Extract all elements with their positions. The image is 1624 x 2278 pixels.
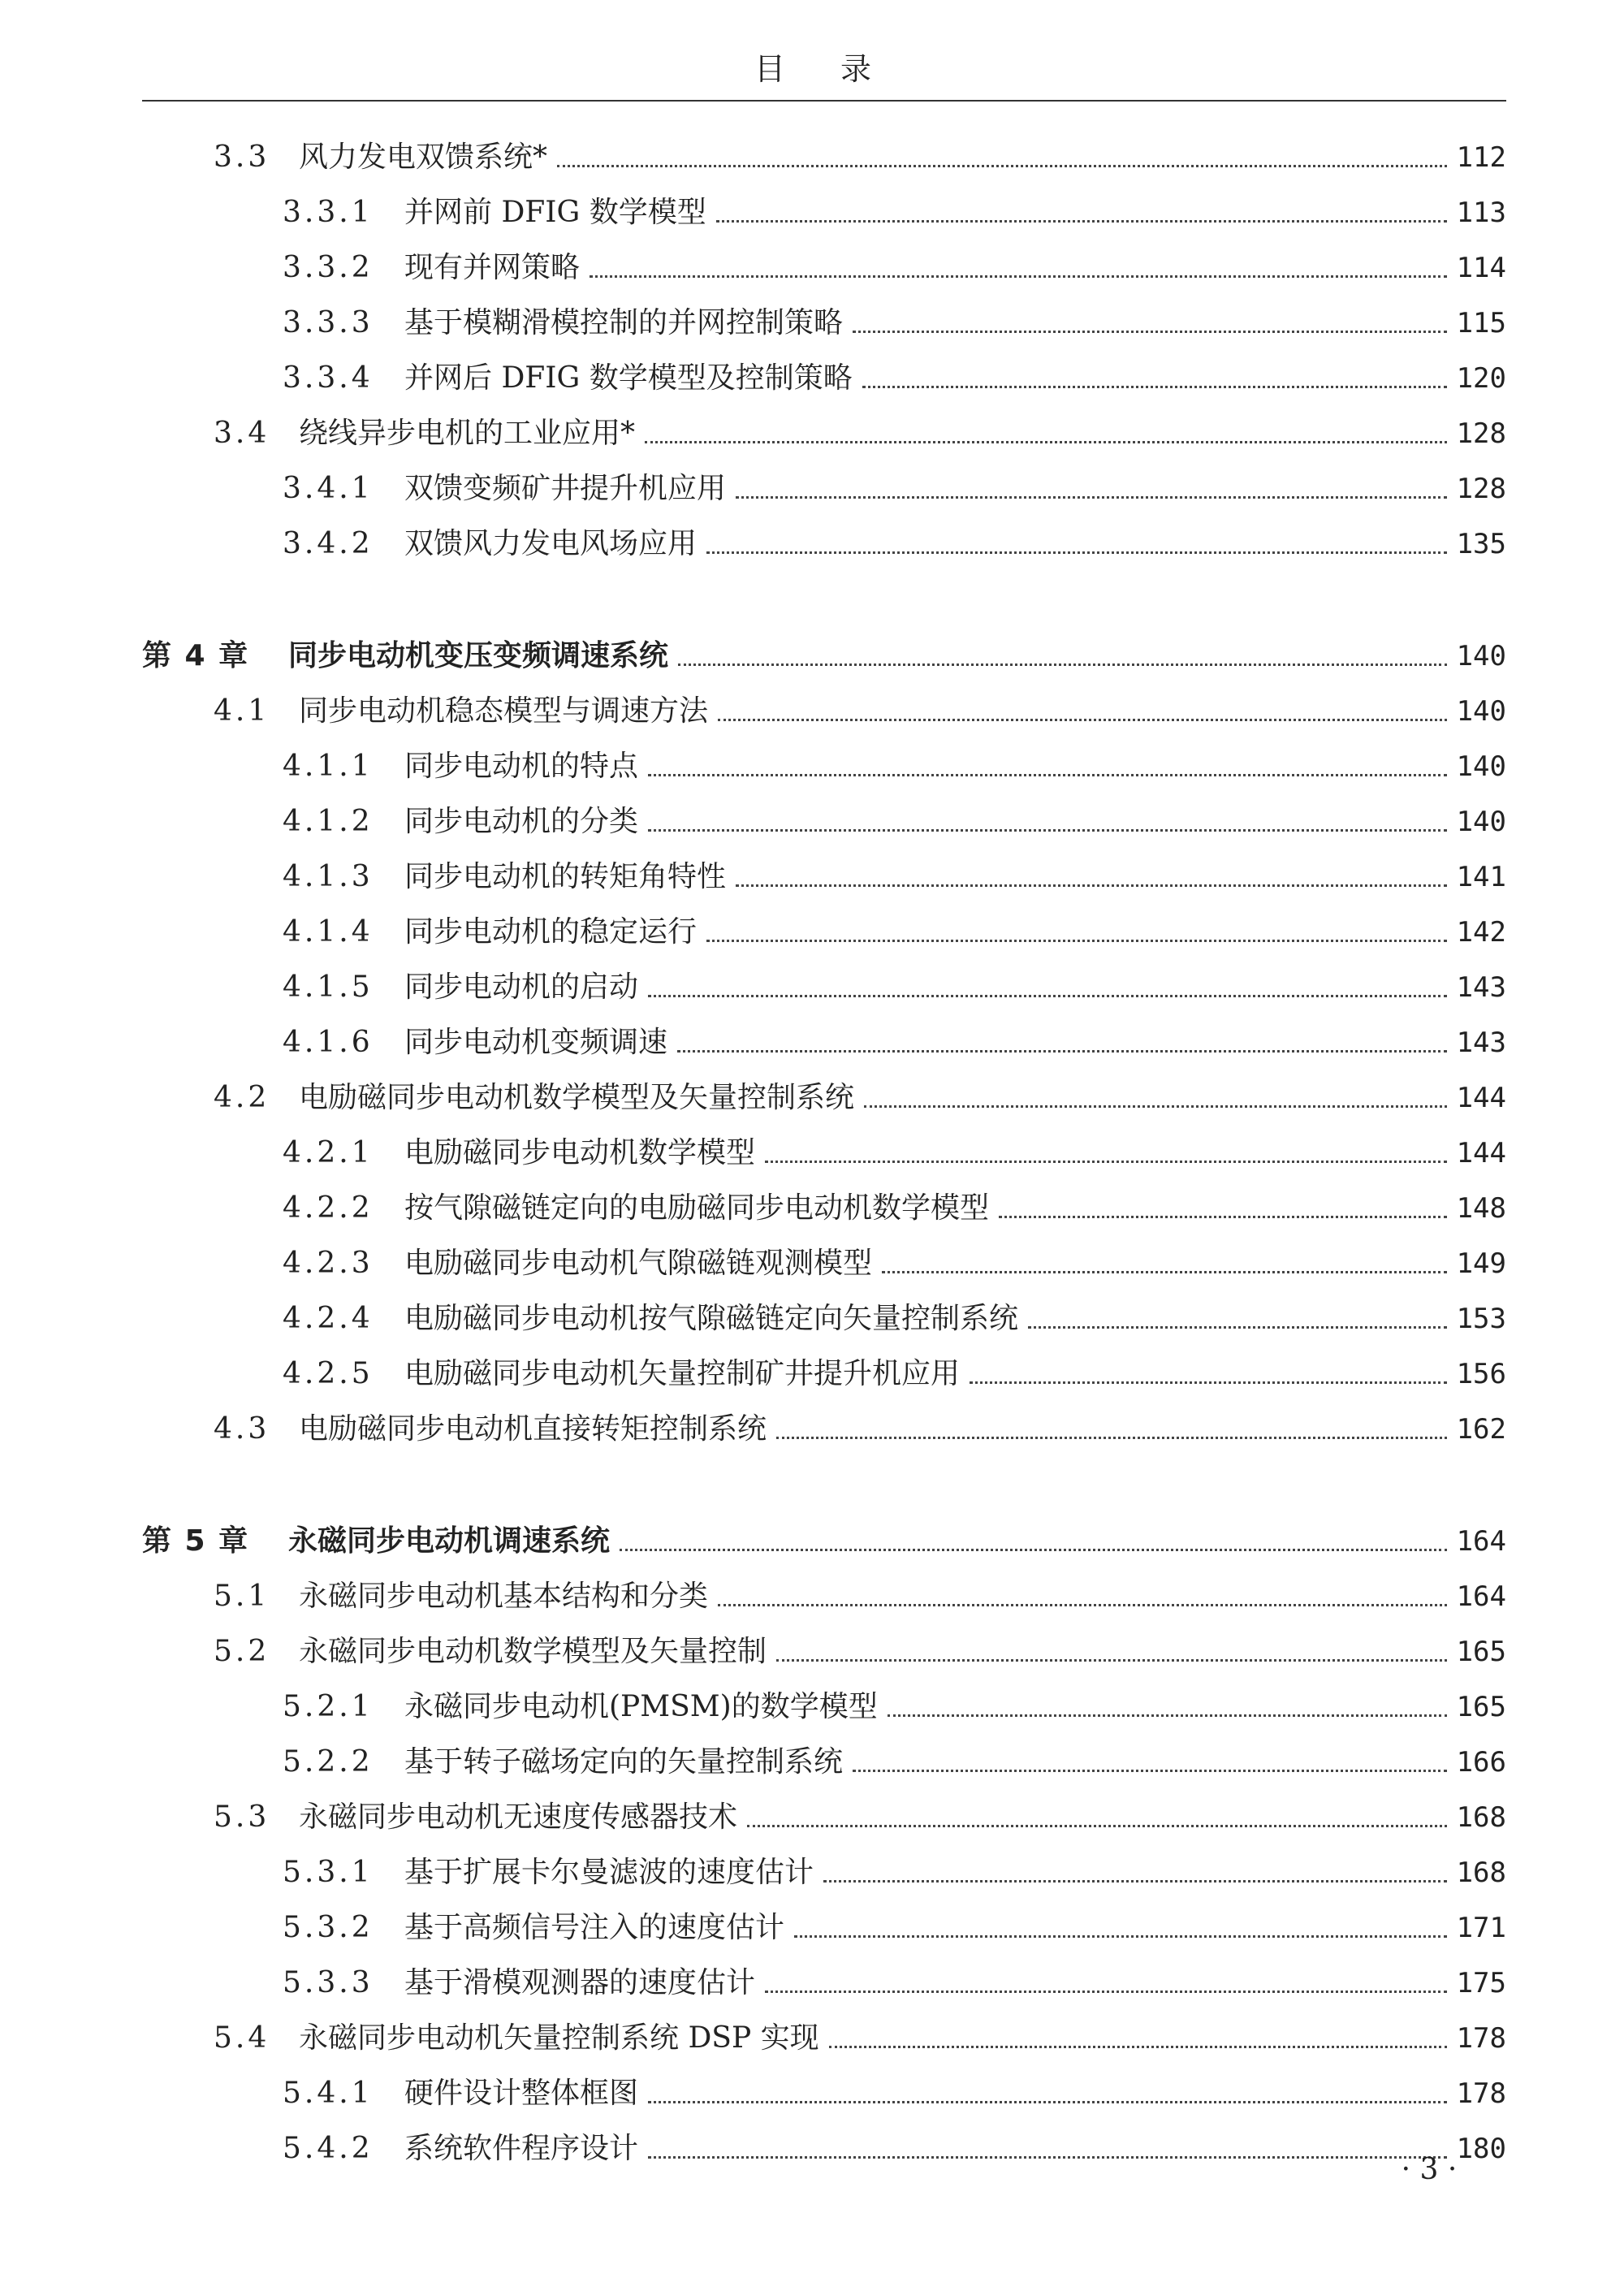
toc-entry-title: 同步电动机的稳定运行 [404, 915, 698, 949]
toc-chapter-entry[interactable] [142, 1519, 1506, 1564]
toc-entry[interactable] [283, 1296, 1506, 1342]
toc-entry-number: 5.2 [214, 1635, 270, 1668]
toc-entry-number: 3.3.4 [283, 361, 374, 395]
toc-entry-page: 142 [1456, 916, 1506, 949]
toc-entry-page: 166 [1456, 1746, 1506, 1779]
toc-entry-title: 电励磁同步电动机按气隙磁链定向矢量控制系统 [404, 1302, 1019, 1335]
toc-leader-dots [853, 331, 1447, 333]
toc-leader-dots [648, 829, 1447, 832]
toc-leader-dots [706, 551, 1447, 554]
toc-entry[interactable] [214, 135, 1506, 180]
toc-leader-dots [678, 664, 1447, 666]
toc-entry[interactable] [283, 521, 1506, 567]
toc-entry-title: 并网后 DFIG 数学模型及控制策略 [404, 361, 853, 395]
toc-entry-page: 153 [1456, 1303, 1506, 1335]
toc-entry[interactable] [283, 1905, 1506, 1951]
toc-entry-title: 基于高频信号注入的速度估计 [404, 1911, 785, 1944]
toc-entry-number: 3.4.1 [283, 472, 374, 505]
toc-entry-page: 164 [1456, 1525, 1506, 1558]
toc-entry-page: 178 [1456, 2022, 1506, 2055]
toc-entry-title: 永磁同步电动机数学模型及矢量控制 [299, 1635, 767, 1668]
toc-entry-page: 140 [1456, 640, 1506, 672]
toc-entry-number: 5.3.1 [283, 1856, 374, 1889]
toc-entry-page: 171 [1456, 1912, 1506, 1944]
toc-entry-title: 现有并网策略 [404, 251, 581, 284]
toc-leader-dots [882, 1271, 1447, 1273]
toc-entry-number: 5.2.1 [283, 1690, 374, 1723]
toc-entry[interactable] [283, 854, 1506, 900]
toc-entry-number: 3.4 [214, 417, 270, 450]
toc-entry[interactable] [283, 1740, 1506, 1785]
toc-leader-dots [706, 940, 1447, 942]
toc-entry-number: 5.1 [214, 1580, 270, 1613]
toc-entry-title: 风力发电双馈系统* [299, 140, 548, 174]
toc-entry-page: 162 [1456, 1413, 1506, 1446]
toc-chapter-title: 同步电动机变压变频调速系统 [288, 639, 669, 672]
toc-entry-title: 同步电动机稳态模型与调速方法 [299, 694, 709, 728]
toc-entry-title: 基于扩展卡尔曼滤波的速度估计 [404, 1856, 814, 1889]
toc-entry-title: 绕线异步电机的工业应用* [299, 417, 636, 450]
toc-entry-page: 140 [1456, 750, 1506, 783]
toc-entry-title: 电励磁同步电动机数学模型及矢量控制系统 [299, 1081, 855, 1114]
toc-entry-number: 4.1.1 [283, 750, 374, 783]
toc-entry[interactable] [283, 356, 1506, 401]
toc-entry[interactable] [283, 910, 1506, 955]
toc-leader-dots [736, 884, 1447, 887]
toc-entry-number: 5.3 [214, 1800, 270, 1834]
toc-entry-page: 178 [1456, 2077, 1506, 2110]
toc-entry-page: 156 [1456, 1358, 1506, 1390]
toc-entry-page: 112 [1456, 141, 1506, 174]
toc-entry-title: 基于转子磁场定向的矢量控制系统 [404, 1745, 844, 1779]
toc-entry-title: 同步电动机的转矩角特性 [404, 860, 727, 893]
toc-entry-page: 115 [1456, 307, 1506, 339]
toc-entry-page: 141 [1456, 861, 1506, 893]
toc-entry-title: 电励磁同步电动机气隙磁链观测模型 [404, 1247, 873, 1280]
toc-entry[interactable] [214, 1574, 1506, 1619]
toc-entry-title: 电励磁同步电动机数学模型 [404, 1136, 756, 1169]
toc-entry-number: 4.2.3 [283, 1247, 374, 1280]
toc-entry-title: 双馈风力发电风场应用 [404, 527, 698, 560]
toc-entry[interactable] [283, 965, 1506, 1010]
toc-leader-dots [648, 2156, 1447, 2159]
toc-entry-page: 144 [1456, 1082, 1506, 1114]
toc-entry-number: 3.3.1 [283, 196, 374, 229]
toc-entry[interactable] [283, 1960, 1506, 2006]
toc-leader-dots [999, 1216, 1447, 1218]
toc-entry[interactable] [283, 744, 1506, 789]
header-rule [142, 100, 1506, 102]
toc-entry-title: 基于模糊滑模控制的并网控制策略 [404, 306, 844, 339]
toc-entry-page: 128 [1456, 473, 1506, 505]
toc-leader-dots [765, 1161, 1447, 1163]
toc-entry-number: 4.1 [214, 694, 270, 728]
toc-entry-page: 149 [1456, 1247, 1506, 1280]
toc-leader-dots [677, 1050, 1447, 1053]
toc-entry-number: 4.1.4 [283, 915, 374, 949]
toc-leader-dots [794, 1935, 1447, 1938]
page-header: 目 录 [754, 51, 895, 87]
toc-entry-number: 4.2.4 [283, 1302, 374, 1335]
toc-chapter-entry[interactable] [142, 633, 1506, 679]
toc-entry[interactable] [283, 1351, 1506, 1397]
toc-entry[interactable] [283, 1020, 1506, 1066]
toc-entry-title: 硬件设计整体框图 [404, 2077, 639, 2110]
toc-chapter-number: 第 5 章 [142, 1524, 250, 1558]
toc-entry[interactable] [283, 1241, 1506, 1286]
toc-entry-title: 永磁同步电动机(PMSM)的数学模型 [404, 1690, 878, 1723]
toc-entry-page: 114 [1456, 252, 1506, 284]
toc-leader-dots [645, 441, 1447, 443]
toc-entry-page: 168 [1456, 1801, 1506, 1834]
toc-entry[interactable] [214, 411, 1506, 456]
toc-entry-title: 电励磁同步电动机直接转矩控制系统 [299, 1412, 767, 1446]
toc-entry-title: 同步电动机变频调速 [404, 1026, 668, 1059]
toc-entry-number: 5.2.2 [283, 1745, 374, 1779]
toc-entry-page: 143 [1456, 971, 1506, 1004]
toc-entry-number: 4.3 [214, 1412, 270, 1446]
toc-chapter-title: 永磁同步电动机调速系统 [288, 1524, 611, 1558]
toc-leader-dots [888, 1714, 1447, 1717]
toc-entry[interactable] [283, 190, 1506, 236]
toc-entry-title: 电励磁同步电动机矢量控制矿井提升机应用 [404, 1357, 961, 1390]
toc-entry-page: 135 [1456, 528, 1506, 560]
toc-entry[interactable] [283, 300, 1506, 346]
toc-entry-number: 3.4.2 [283, 527, 374, 560]
toc-entry-number: 4.2 [214, 1081, 270, 1114]
toc-entry-number: 4.1.5 [283, 970, 374, 1004]
toc-leader-dots [736, 496, 1447, 499]
toc-leader-dots [853, 1770, 1447, 1772]
toc-entry-number: 5.4 [214, 2021, 270, 2055]
toc-entry[interactable] [214, 2016, 1506, 2061]
toc-entry-page: 165 [1456, 1691, 1506, 1723]
toc-entry-number: 5.4.2 [283, 2132, 374, 2165]
toc-entry[interactable] [283, 2126, 1506, 2172]
toc-entry[interactable] [283, 1186, 1506, 1231]
toc-entry-number: 5.4.1 [283, 2077, 374, 2110]
toc-entry[interactable] [283, 1850, 1506, 1895]
toc-entry[interactable] [283, 1130, 1506, 1176]
toc-leader-dots [648, 774, 1447, 776]
toc-leader-dots [829, 2046, 1447, 2048]
toc-entry-page: 140 [1456, 806, 1506, 838]
toc-entry-title: 系统软件程序设计 [404, 2132, 639, 2165]
toc-leader-dots [718, 1604, 1447, 1606]
toc-leader-dots [557, 165, 1447, 167]
toc-entry[interactable] [283, 1684, 1506, 1730]
toc-leader-dots [1028, 1326, 1447, 1329]
toc-entry-page: 148 [1456, 1192, 1506, 1225]
toc-leader-dots [970, 1381, 1447, 1384]
toc-entry-title: 同步电动机的特点 [404, 750, 639, 783]
toc-entry[interactable] [214, 1075, 1506, 1121]
toc-entry-number: 4.2.1 [283, 1136, 374, 1169]
toc-leader-dots [776, 1437, 1447, 1439]
toc-entry-title: 同步电动机的启动 [404, 970, 639, 1004]
toc-chapter-number: 第 4 章 [142, 639, 250, 672]
toc-entry[interactable] [214, 689, 1506, 734]
toc-entry-title: 按气隙磁链定向的电励磁同步电动机数学模型 [404, 1191, 990, 1225]
toc-entry-number: 3.3.3 [283, 306, 374, 339]
toc-leader-dots [648, 995, 1447, 997]
toc-entry-number: 4.1.3 [283, 860, 374, 893]
toc-entry-page: 140 [1456, 695, 1506, 728]
toc-entry-number: 4.2.5 [283, 1357, 374, 1390]
toc-entry-page: 143 [1456, 1027, 1506, 1059]
toc-entry-number: 5.3.3 [283, 1966, 374, 1999]
toc-leader-dots [620, 1549, 1447, 1551]
toc-entry-page: 165 [1456, 1636, 1506, 1668]
toc-leader-dots [590, 275, 1447, 278]
toc-entry-number: 5.3.2 [283, 1911, 374, 1944]
toc-entry-number: 4.1.6 [283, 1026, 374, 1059]
toc-entry-title: 基于滑模观测器的速度估计 [404, 1966, 756, 1999]
toc-entry-title: 永磁同步电动机基本结构和分类 [299, 1580, 709, 1613]
page-number: · 3 · [1401, 2153, 1458, 2186]
toc-entry-number: 3.3 [214, 140, 270, 174]
toc-entry-title: 同步电动机的分类 [404, 805, 639, 838]
toc-leader-dots [823, 1880, 1447, 1882]
toc-leader-dots [776, 1659, 1447, 1662]
toc-leader-dots [765, 1991, 1447, 1993]
toc-leader-dots [747, 1825, 1447, 1827]
toc-entry-page: 120 [1456, 362, 1506, 395]
toc-entry[interactable] [283, 2071, 1506, 2116]
toc-entry-page: 180 [1456, 2133, 1506, 2165]
toc-leader-dots [864, 1105, 1447, 1108]
toc-leader-dots [716, 220, 1447, 223]
toc-entry-title: 双馈变频矿井提升机应用 [404, 472, 727, 505]
toc-entry-title: 并网前 DFIG 数学模型 [404, 196, 706, 229]
toc-entry-page: 113 [1456, 197, 1506, 229]
toc-leader-dots [648, 2101, 1447, 2103]
toc-entry-page: 164 [1456, 1580, 1506, 1613]
toc-entry[interactable] [283, 799, 1506, 845]
toc-leader-dots [862, 386, 1447, 388]
toc-entry-page: 175 [1456, 1967, 1506, 1999]
toc-entry-number: 3.3.2 [283, 251, 374, 284]
toc-entry-number: 4.1.2 [283, 805, 374, 838]
toc-entry-number: 4.2.2 [283, 1191, 374, 1225]
toc-entry-page: 144 [1456, 1137, 1506, 1169]
toc-entry[interactable] [283, 245, 1506, 291]
toc-entry-title: 永磁同步电动机矢量控制系统 DSP 实现 [299, 2021, 819, 2055]
toc-entry[interactable] [214, 1407, 1506, 1452]
toc-entry-title: 永磁同步电动机无速度传感器技术 [299, 1800, 738, 1834]
toc-entry-page: 168 [1456, 1857, 1506, 1889]
toc-entry-page: 128 [1456, 417, 1506, 450]
toc-entry[interactable] [283, 466, 1506, 512]
toc-leader-dots [718, 719, 1447, 721]
toc-entry[interactable] [214, 1629, 1506, 1675]
toc-entry[interactable] [214, 1795, 1506, 1840]
